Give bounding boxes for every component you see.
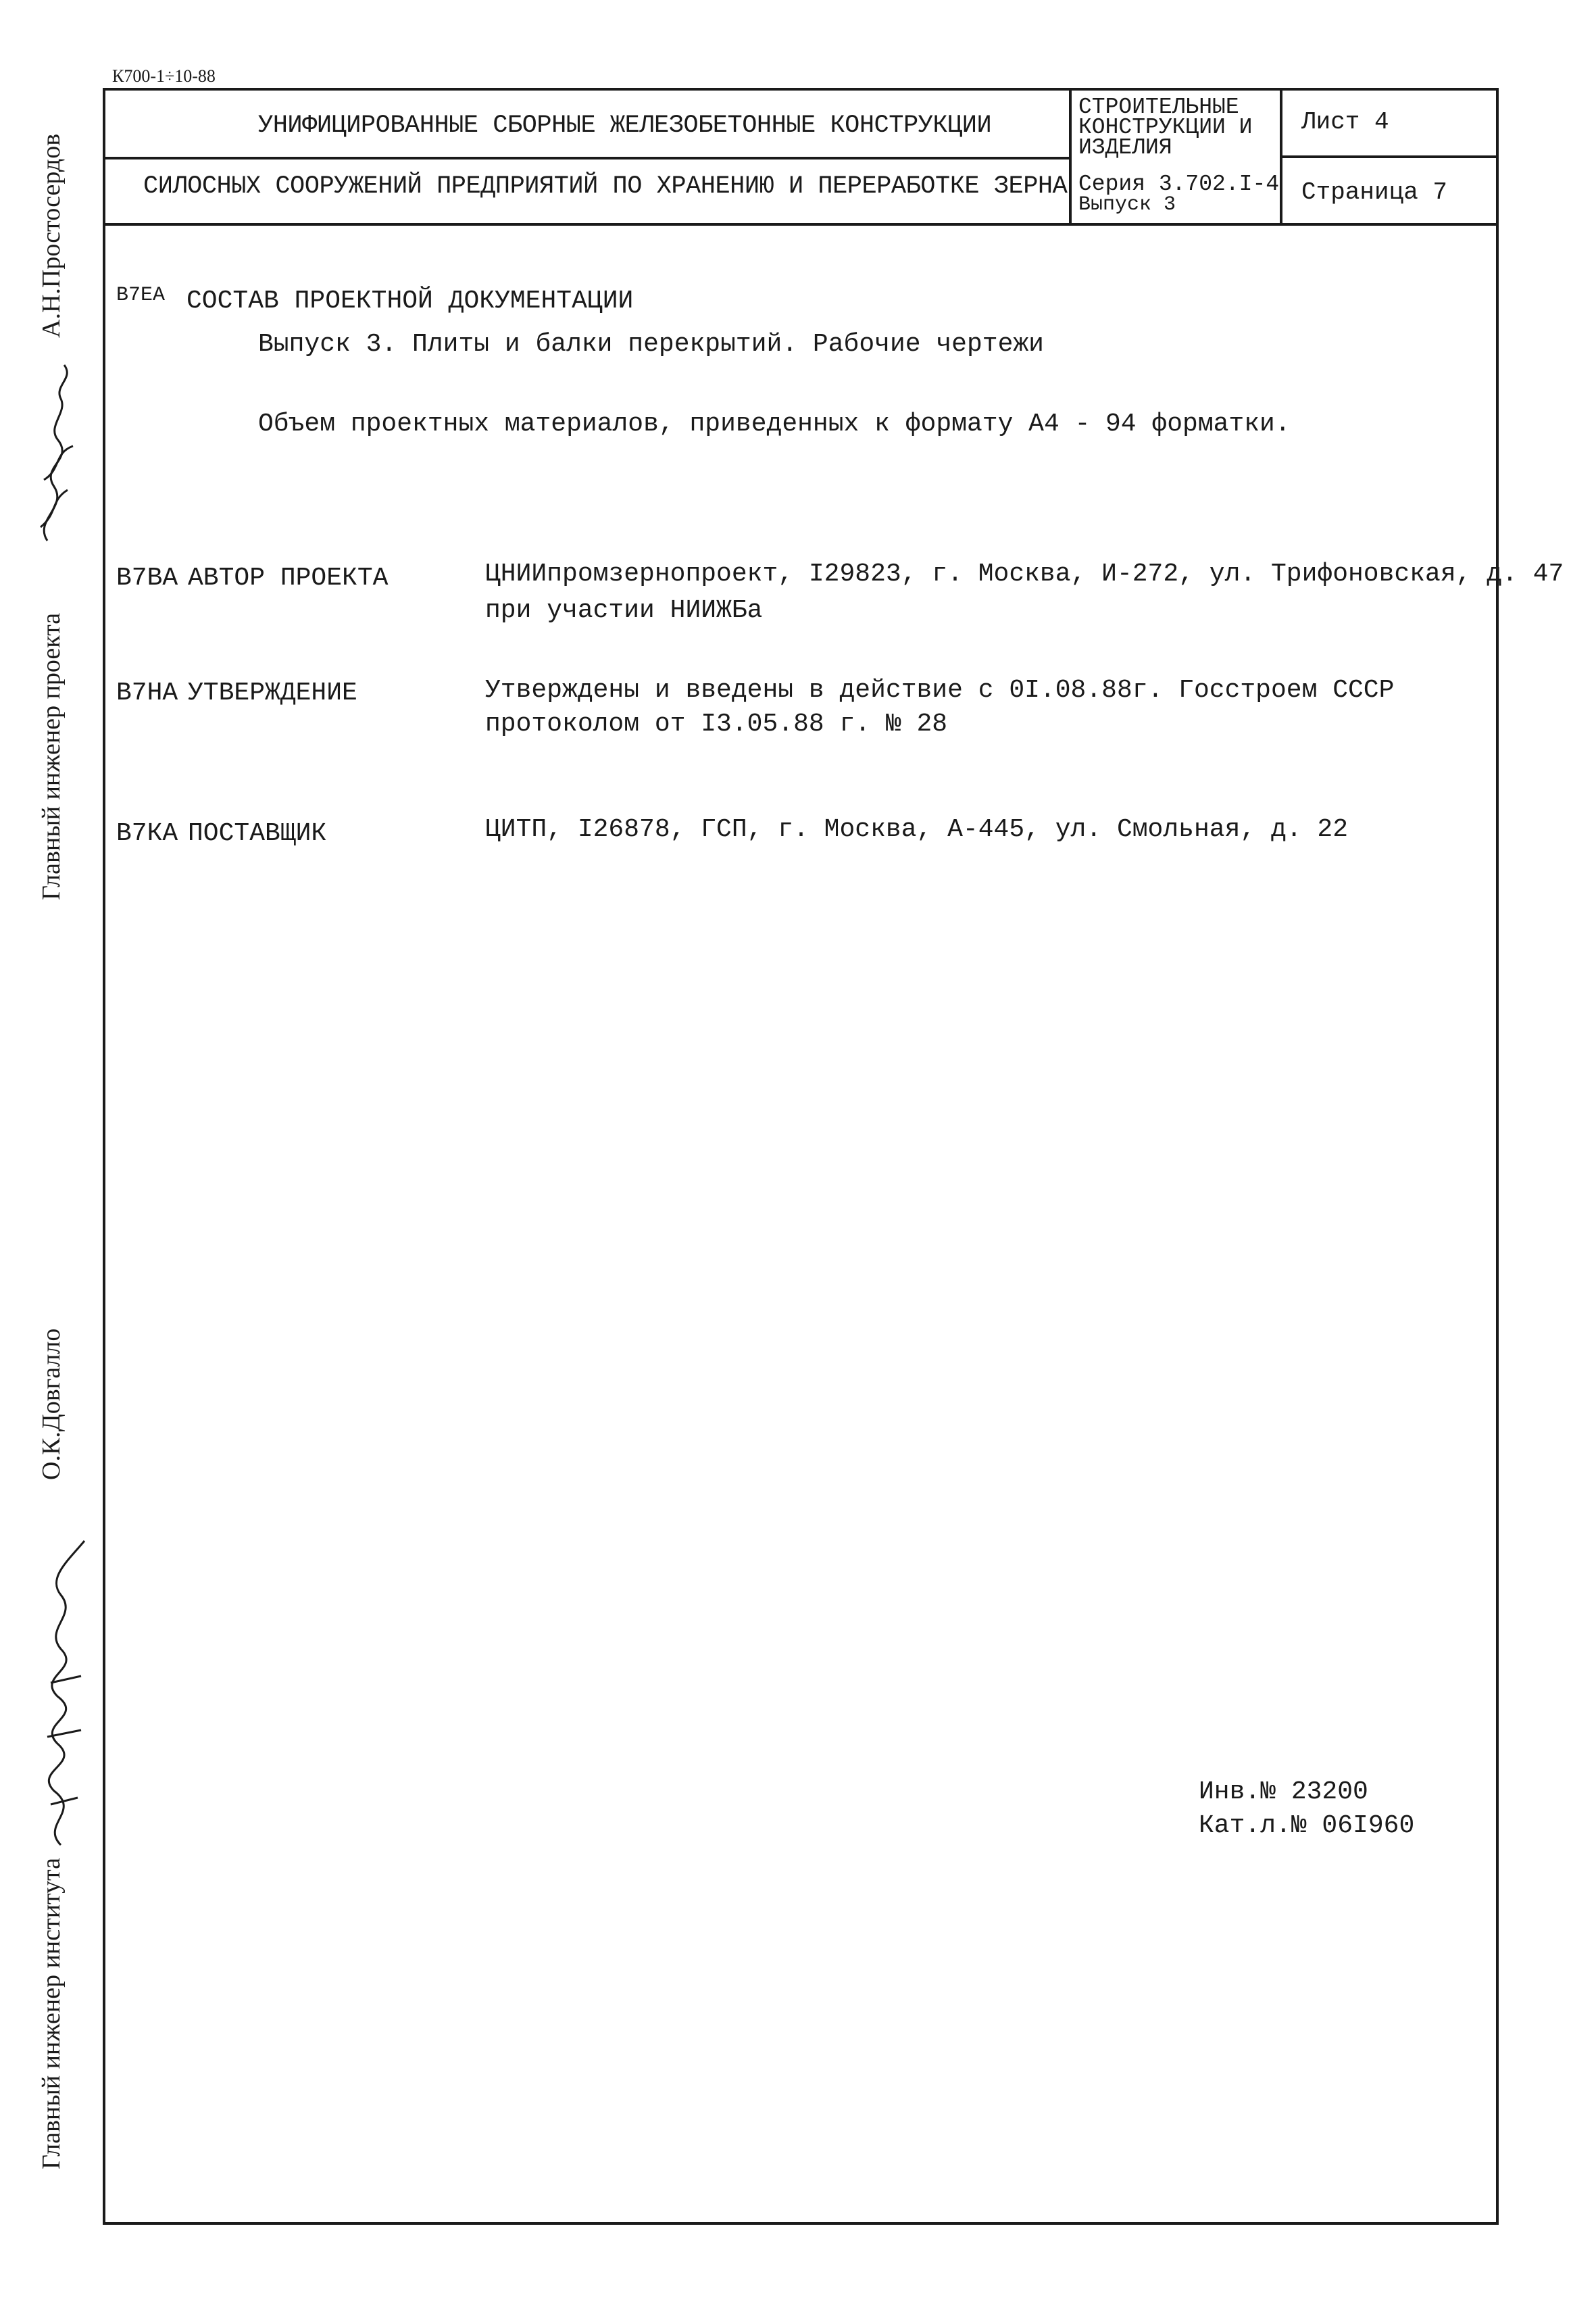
composition-volume-value: 94 форматки. (1105, 410, 1291, 439)
header-sheet: Лист 4 (1301, 108, 1389, 136)
side-project-engineer-role: Главный инженер проекта (37, 612, 66, 900)
header-title-line-1: УНИФИЦИРОВАННЫЕ СБОРНЫЕ ЖЕЛЕЗОБЕТОННЫЕ КОНСТРУКЦИИ (258, 112, 992, 140)
signature-prostoserdov (27, 351, 81, 554)
side-project-engineer-name: А.Н.Простосердов (37, 133, 66, 338)
header-bottom-rule (105, 223, 1496, 226)
header-category-line-1: СТРОИТЕЛЬНЫЕ (1078, 95, 1239, 120)
supplier-line-1: ЦИТП, I26878, ГСП, г. Москва, А-445, ул. Смольная, д. 22 (485, 815, 1349, 844)
approval-line-1: Утверждены и введены в действие с 0I.08.88г. Госстроем СССР (485, 676, 1395, 705)
header-title-line-2: СИЛОСНЫХ СООРУЖЕНИЙ ПРЕДПРИЯТИЙ ПО ХРАНЕНИЮ И ПЕРЕРАБОТКЕ ЗЕРНА (143, 172, 1068, 201)
catalog-number: Кат.л.№ 06I960 (1199, 1811, 1415, 1840)
header-series: Серия 3.702.I-4 (1078, 172, 1280, 197)
header-category-line-2: КОНСТРУКЦИИ И (1078, 115, 1253, 140)
author-title: АВТОР ПРОЕКТА (188, 564, 389, 593)
side-institute-engineer-role: Главный инженер института (37, 1857, 66, 2169)
supplier-title: ПОСТАВЩИК (188, 819, 327, 848)
side-institute-engineer-name: О.К.Довгалло (37, 1328, 66, 1480)
author-line-1: ЦНИИпромзернопроект, I29823, г. Москва, И-272, ул. Трифоновская, д. 47 (485, 560, 1564, 589)
composition-line-1: Выпуск 3. Плиты и балки перекрытий. Рабочие чертежи (258, 330, 1044, 359)
composition-code: В7ЕА (116, 284, 166, 307)
header-page: Страница 7 (1301, 178, 1448, 206)
header-divider-1 (1069, 91, 1072, 226)
header-middle-rule (105, 157, 1072, 159)
header-category-line-3: ИЗДЕЛИЯ (1078, 135, 1172, 160)
composition-title: СОСТАВ ПРОЕКТНОЙ ДОКУМЕНТАЦИИ (186, 287, 634, 316)
supplier-code: В7КА (116, 819, 178, 848)
approval-line-2: протоколом от I3.05.88 г. № 28 (485, 710, 948, 739)
author-line-2: при участии НИИЖБа (485, 596, 763, 625)
page-frame (103, 88, 1499, 2225)
signature-dovgallo (20, 1514, 101, 1852)
composition-line-2: Объем проектных материалов, приведенных к формату А4 - (258, 410, 1091, 439)
author-code: В7ВА (116, 564, 178, 593)
header-right-rule (1280, 155, 1496, 158)
header-divider-2 (1280, 91, 1282, 226)
document-code: К700-1÷10-88 (112, 66, 216, 86)
inventory-number: Инв.№ 23200 (1199, 1777, 1368, 1806)
approval-title: УТВЕРЖДЕНИЕ (188, 679, 357, 708)
approval-code: В7НА (116, 679, 178, 708)
header-issue: Выпуск 3 (1078, 193, 1176, 216)
